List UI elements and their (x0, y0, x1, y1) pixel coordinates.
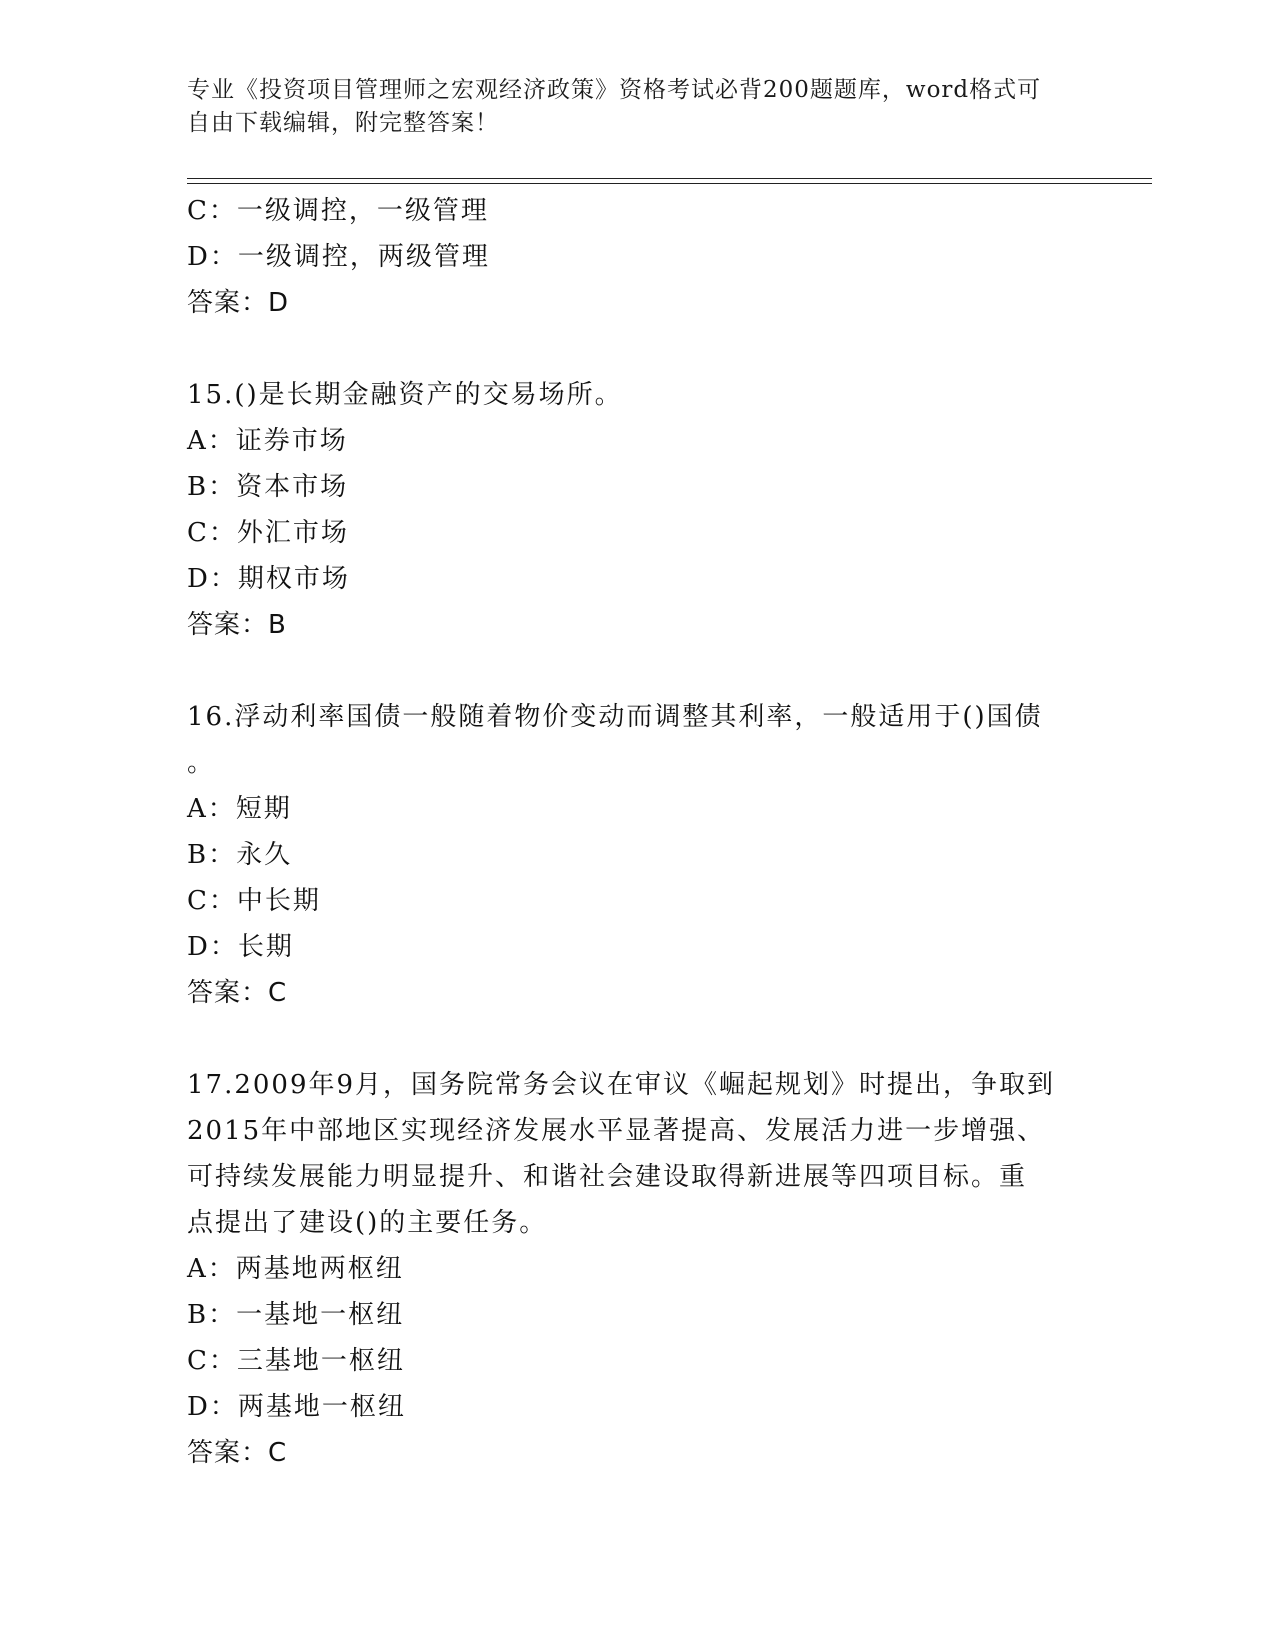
option-c: C：一级调控，一级管理 (187, 196, 489, 226)
question-14-tail (187, 188, 1087, 326)
question-15 (187, 372, 1087, 648)
answer: 答案：C (187, 1438, 288, 1468)
option-c: C：三基地一枢纽 (187, 1346, 405, 1376)
question-stem-line2: 2015年中部地区实现经济发展水平显著提高、发展活力进一步增强、 (187, 1116, 1046, 1146)
header-title-line1: 专业《投资项目管理师之宏观经济政策》资格考试必背200题题库，word格式可 (187, 77, 1042, 103)
header-title-line2: 自由下载编辑，附完整答案！ (187, 110, 499, 136)
answer: 答案：C (187, 978, 288, 1008)
question-17 (187, 1062, 1087, 1476)
option-a: A：两基地两枢纽 (187, 1254, 404, 1284)
option-d: D：期权市场 (187, 564, 350, 594)
question-16 (187, 694, 1087, 1016)
option-c: C：中长期 (187, 886, 321, 916)
answer: 答案：D (187, 288, 290, 318)
option-d: D：两基地一枢纽 (187, 1392, 406, 1422)
spacer (187, 648, 1087, 694)
option-b: B：永久 (187, 840, 293, 870)
option-d: D：长期 (187, 932, 294, 962)
question-stem-line4: 点提出了建设()的主要任务。 (187, 1208, 548, 1238)
spacer (187, 1016, 1087, 1062)
header-divider (187, 178, 1152, 179)
option-b: B：资本市场 (187, 472, 349, 502)
answer: 答案：B (187, 610, 287, 640)
question-stem-line3: 可持续发展能力明显提升、和谐社会建设取得新进展等四项目标。重 (187, 1162, 1028, 1192)
question-list (187, 188, 1087, 1476)
option-c: C：外汇市场 (187, 518, 349, 548)
question-stem-line1: 17.2009年9月，国务院常务会议在审议《崛起规划》时提出，争取到 (187, 1070, 1056, 1100)
option-b: B：一基地一枢纽 (187, 1300, 405, 1330)
option-d: D：一级调控，两级管理 (187, 242, 490, 272)
question-stem-line2: 。 (187, 748, 216, 778)
document-header (187, 74, 1067, 140)
option-a: A：短期 (187, 794, 292, 824)
question-stem: 15.()是长期金融资产的交易场所。 (187, 380, 623, 410)
option-a: A：证券市场 (187, 426, 348, 456)
header-divider-secondary (187, 183, 1152, 184)
question-stem-line1: 16.浮动利率国债一般随着物价变动而调整其利率，一般适用于()国债 (187, 702, 1043, 732)
spacer (187, 326, 1087, 372)
